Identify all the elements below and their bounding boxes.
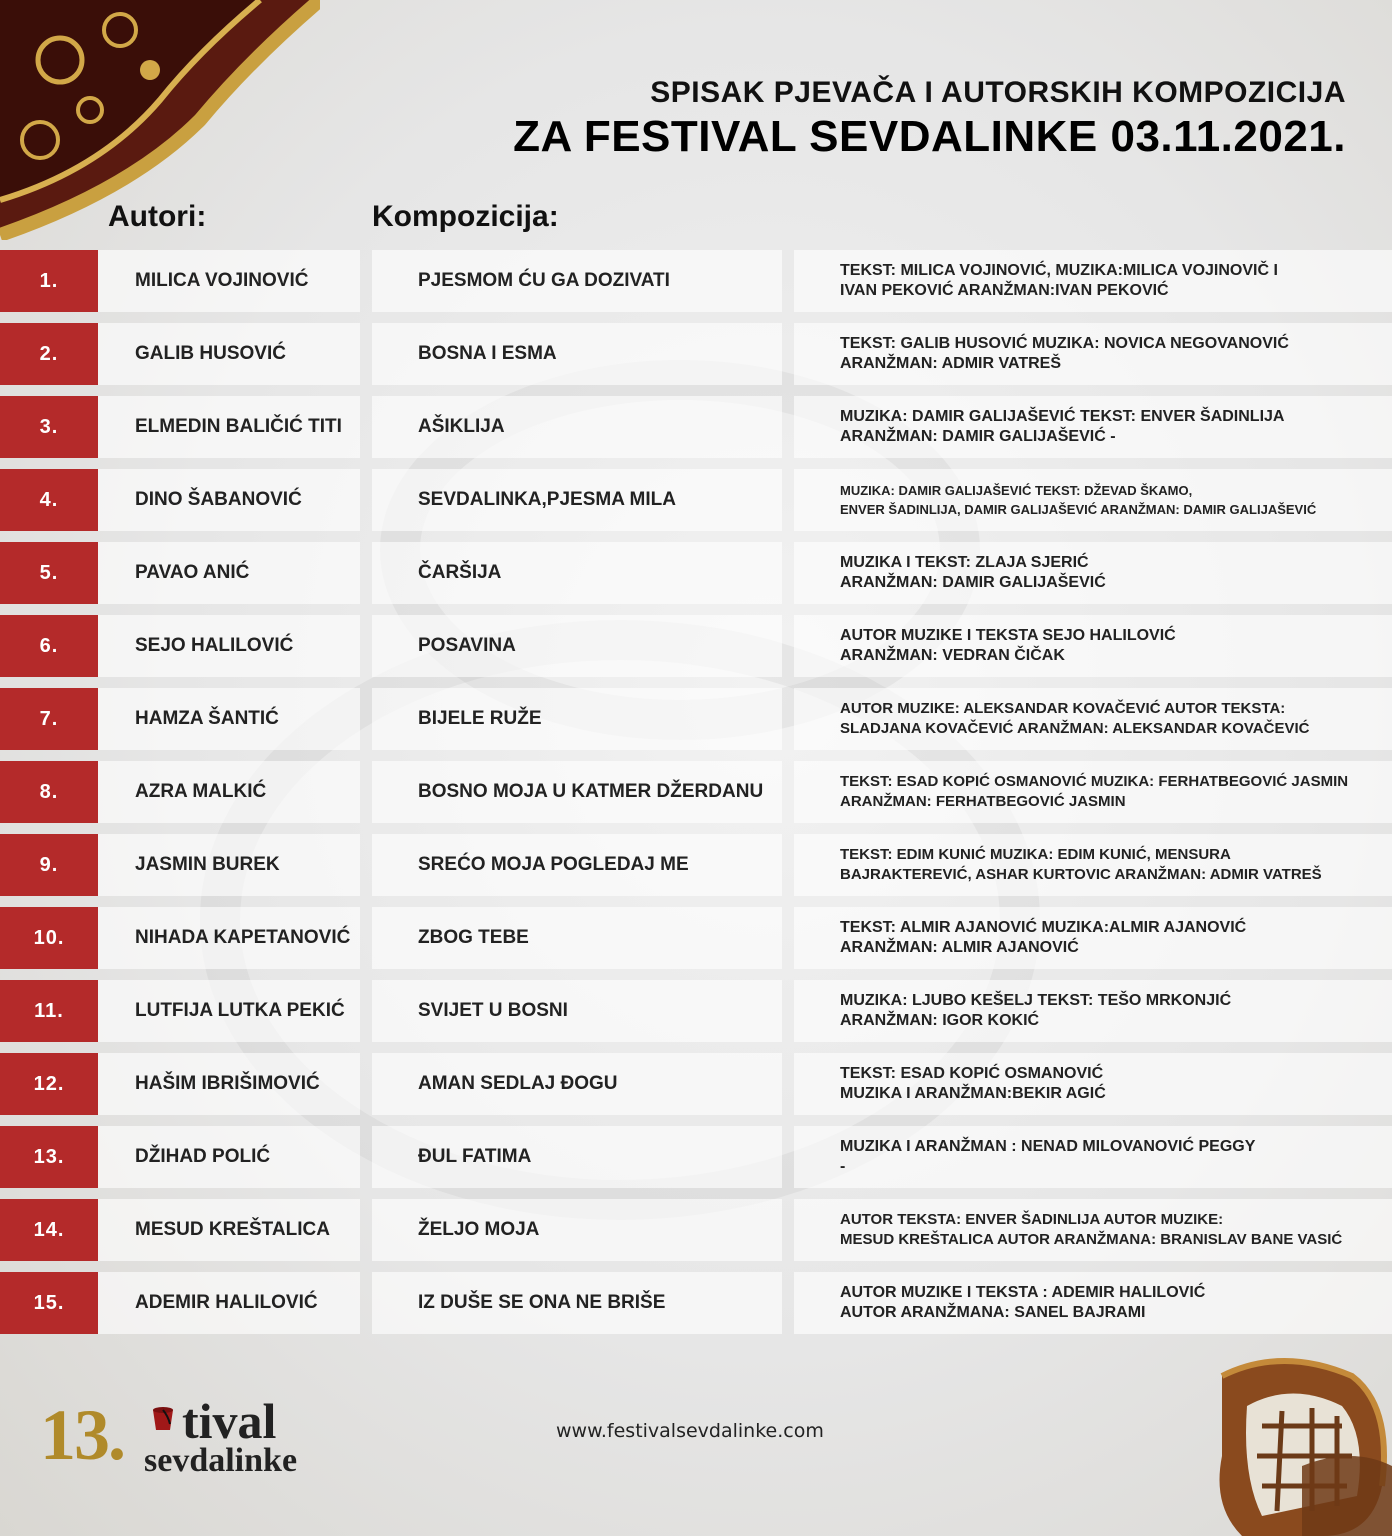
- authors-column-label: Autori:: [108, 200, 207, 233]
- song-credits: AUTOR MUZIKE: ALEKSANDAR KOVAČEVIĆ AUTOR TEKSTA: SLADJANA KOVAČEVIĆ ARANŽMAN: ALEKSANDAR KOVAČEVIĆ: [794, 688, 1392, 750]
- author-name: ELMEDIN BALIČIĆ TITI: [98, 396, 360, 458]
- row-number: 15.: [0, 1272, 98, 1334]
- song-title: POSAVINA: [372, 615, 782, 677]
- row-number: 8.: [0, 761, 98, 823]
- song-title: IZ DUŠE SE ONA NE BRIŠE: [372, 1272, 782, 1334]
- song-title: ŽELJO MOJA: [372, 1199, 782, 1261]
- row-number: 12.: [0, 1053, 98, 1115]
- row-number: 2.: [0, 323, 98, 385]
- author-name: ADEMIR HALILOVIĆ: [98, 1272, 360, 1334]
- table-row: [0, 396, 1392, 458]
- row-number: 5.: [0, 542, 98, 604]
- table-row: [0, 1272, 1392, 1334]
- row-number: 1.: [0, 250, 98, 312]
- table-row: [0, 907, 1392, 969]
- table-row: [0, 688, 1392, 750]
- song-title: ČARŠIJA: [372, 542, 782, 604]
- song-credits: TEKST: GALIB HUSOVIĆ MUZIKA: NOVICA NEGOVANOVIĆ ARANŽMAN: ADMIR VATREŠ: [794, 323, 1392, 385]
- row-number: 7.: [0, 688, 98, 750]
- table-row: [0, 1126, 1392, 1188]
- website-link[interactable]: www.festivalsevdalinke.com: [556, 1420, 824, 1442]
- author-name: LUTFIJA LUTKA PEKIĆ: [98, 980, 360, 1042]
- table-row: [0, 834, 1392, 896]
- logo-word-sevdalinke: sevdalinke: [144, 1442, 298, 1479]
- page-header: [513, 76, 1346, 162]
- song-credits: MUZIKA: DAMIR GALIJAŠEVIĆ TEKST: ENVER ŠADINLIJA ARANŽMAN: DAMIR GALIJAŠEVIĆ -: [794, 396, 1392, 458]
- row-number: 3.: [0, 396, 98, 458]
- row-number: 9.: [0, 834, 98, 896]
- song-title: BOSNO MOJA U KATMER DŽERDANU: [372, 761, 782, 823]
- table-row: [0, 542, 1392, 604]
- song-title: ZBOG TEBE: [372, 907, 782, 969]
- logo-word-tival: tival: [182, 1393, 277, 1449]
- author-name: HAMZA ŠANTIĆ: [98, 688, 360, 750]
- author-name: DŽIHAD POLIĆ: [98, 1126, 360, 1188]
- author-name: DINO ŠABANOVIĆ: [98, 469, 360, 531]
- row-number: 14.: [0, 1199, 98, 1261]
- song-title: BOSNA I ESMA: [372, 323, 782, 385]
- author-name: MESUD KREŠTALICA: [98, 1199, 360, 1261]
- table-row: [0, 250, 1392, 312]
- fez-icon: [148, 1402, 178, 1432]
- author-name: GALIB HUSOVIĆ: [98, 323, 360, 385]
- song-credits: AUTOR TEKSTA: ENVER ŠADINLIJA AUTOR MUZIKE: MESUD KREŠTALICA AUTOR ARANŽMANA: BRANISLAV BANE VASIĆ: [794, 1199, 1392, 1261]
- song-credits: TEKST: ALMIR AJANOVIĆ MUZIKA:ALMIR AJANOVIĆ ARANŽMAN: ALMIR AJANOVIĆ: [794, 907, 1392, 969]
- author-name: MILICA VOJINOVIĆ: [98, 250, 360, 312]
- festival-logo: [40, 1392, 340, 1492]
- author-name: PAVAO ANIĆ: [98, 542, 360, 604]
- table-row: [0, 1199, 1392, 1261]
- song-credits: MUZIKA I TEKST: ZLAJA SJERIĆ ARANŽMAN: DAMIR GALIJAŠEVIĆ: [794, 542, 1392, 604]
- header-title: ZA FESTIVAL SEVDALINKE 03.11.2021.: [513, 112, 1346, 161]
- song-credits: TEKST: ESAD KOPIĆ OSMANOVIĆ MUZIKA I ARANŽMAN:BEKIR AGIĆ: [794, 1053, 1392, 1115]
- song-title: AŠIKLIJA: [372, 396, 782, 458]
- row-number: 6.: [0, 615, 98, 677]
- song-credits: MUZIKA: LJUBO KEŠELJ TEKST: TEŠO MRKONJIĆ ARANŽMAN: IGOR KOKIĆ: [794, 980, 1392, 1042]
- row-number: 13.: [0, 1126, 98, 1188]
- song-credits: MUZIKA: DAMIR GALIJAŠEVIĆ TEKST: DŽEVAD ŠKAMO, ENVER ŠADINLIJA, DAMIR GALIJAŠEVIĆ ARANŽMAN: DAMIR GALIJAŠEVIĆ: [794, 469, 1392, 531]
- song-credits: AUTOR MUZIKE I TEKSTA : ADEMIR HALILOVIĆ AUTOR ARANŽMANA: SANEL BAJRAMI: [794, 1272, 1392, 1334]
- song-credits: TEKST: EDIM KUNIĆ MUZIKA: EDIM KUNIĆ, MENSURA BAJRAKTEREVIĆ, ASHAR KURTOVIC ARANŽMAN: ADMIR VATREŠ: [794, 834, 1392, 896]
- song-title: ĐUL FATIMA: [372, 1126, 782, 1188]
- row-number: 11.: [0, 980, 98, 1042]
- table-row: [0, 469, 1392, 531]
- author-name: JASMIN BUREK: [98, 834, 360, 896]
- table-row: [0, 761, 1392, 823]
- song-title: AMAN SEDLAJ ĐOGU: [372, 1053, 782, 1115]
- table-row: [0, 1053, 1392, 1115]
- logo-number: 13.: [40, 1395, 124, 1475]
- slippers-image: [1152, 1346, 1392, 1536]
- song-credits: MUZIKA I ARANŽMAN : NENAD MILOVANOVIĆ PEGGY -: [794, 1126, 1392, 1188]
- header-subtitle: SPISAK PJEVAČA I AUTORSKIH KOMPOZICIJA: [650, 76, 1346, 109]
- song-credits: TEKST: ESAD KOPIĆ OSMANOVIĆ MUZIKA: FERHATBEGOVIĆ JASMIN ARANŽMAN: FERHATBEGOVIĆ JASMIN: [794, 761, 1392, 823]
- song-title: SVIJET U BOSNI: [372, 980, 782, 1042]
- table-row: [0, 980, 1392, 1042]
- author-name: SEJO HALILOVIĆ: [98, 615, 360, 677]
- compositions-column-label: Kompozicija:: [372, 200, 559, 233]
- song-title: PJESMOM ĆU GA DOZIVATI: [372, 250, 782, 312]
- author-name: AZRA MALKIĆ: [98, 761, 360, 823]
- author-name: NIHADA KAPETANOVIĆ: [98, 907, 360, 969]
- row-number: 4.: [0, 469, 98, 531]
- row-number: 10.: [0, 907, 98, 969]
- song-title: BIJELE RUŽE: [372, 688, 782, 750]
- song-title: SREĆO MOJA POGLEDAJ ME: [372, 834, 782, 896]
- table-row: [0, 323, 1392, 385]
- author-name: HAŠIM IBRIŠIMOVIĆ: [98, 1053, 360, 1115]
- song-credits: TEKST: MILICA VOJINOVIĆ, MUZIKA:MILICA VOJINOVIČ I IVAN PEKOVIĆ ARANŽMAN:IVAN PEKOVIĆ: [794, 250, 1392, 312]
- table-row: [0, 615, 1392, 677]
- song-credits: AUTOR MUZIKE I TEKSTA SEJO HALILOVIĆ ARANŽMAN: VEDRAN ČIČAK: [794, 615, 1392, 677]
- song-title: SEVDALINKA,PJESMA MILA: [372, 469, 782, 531]
